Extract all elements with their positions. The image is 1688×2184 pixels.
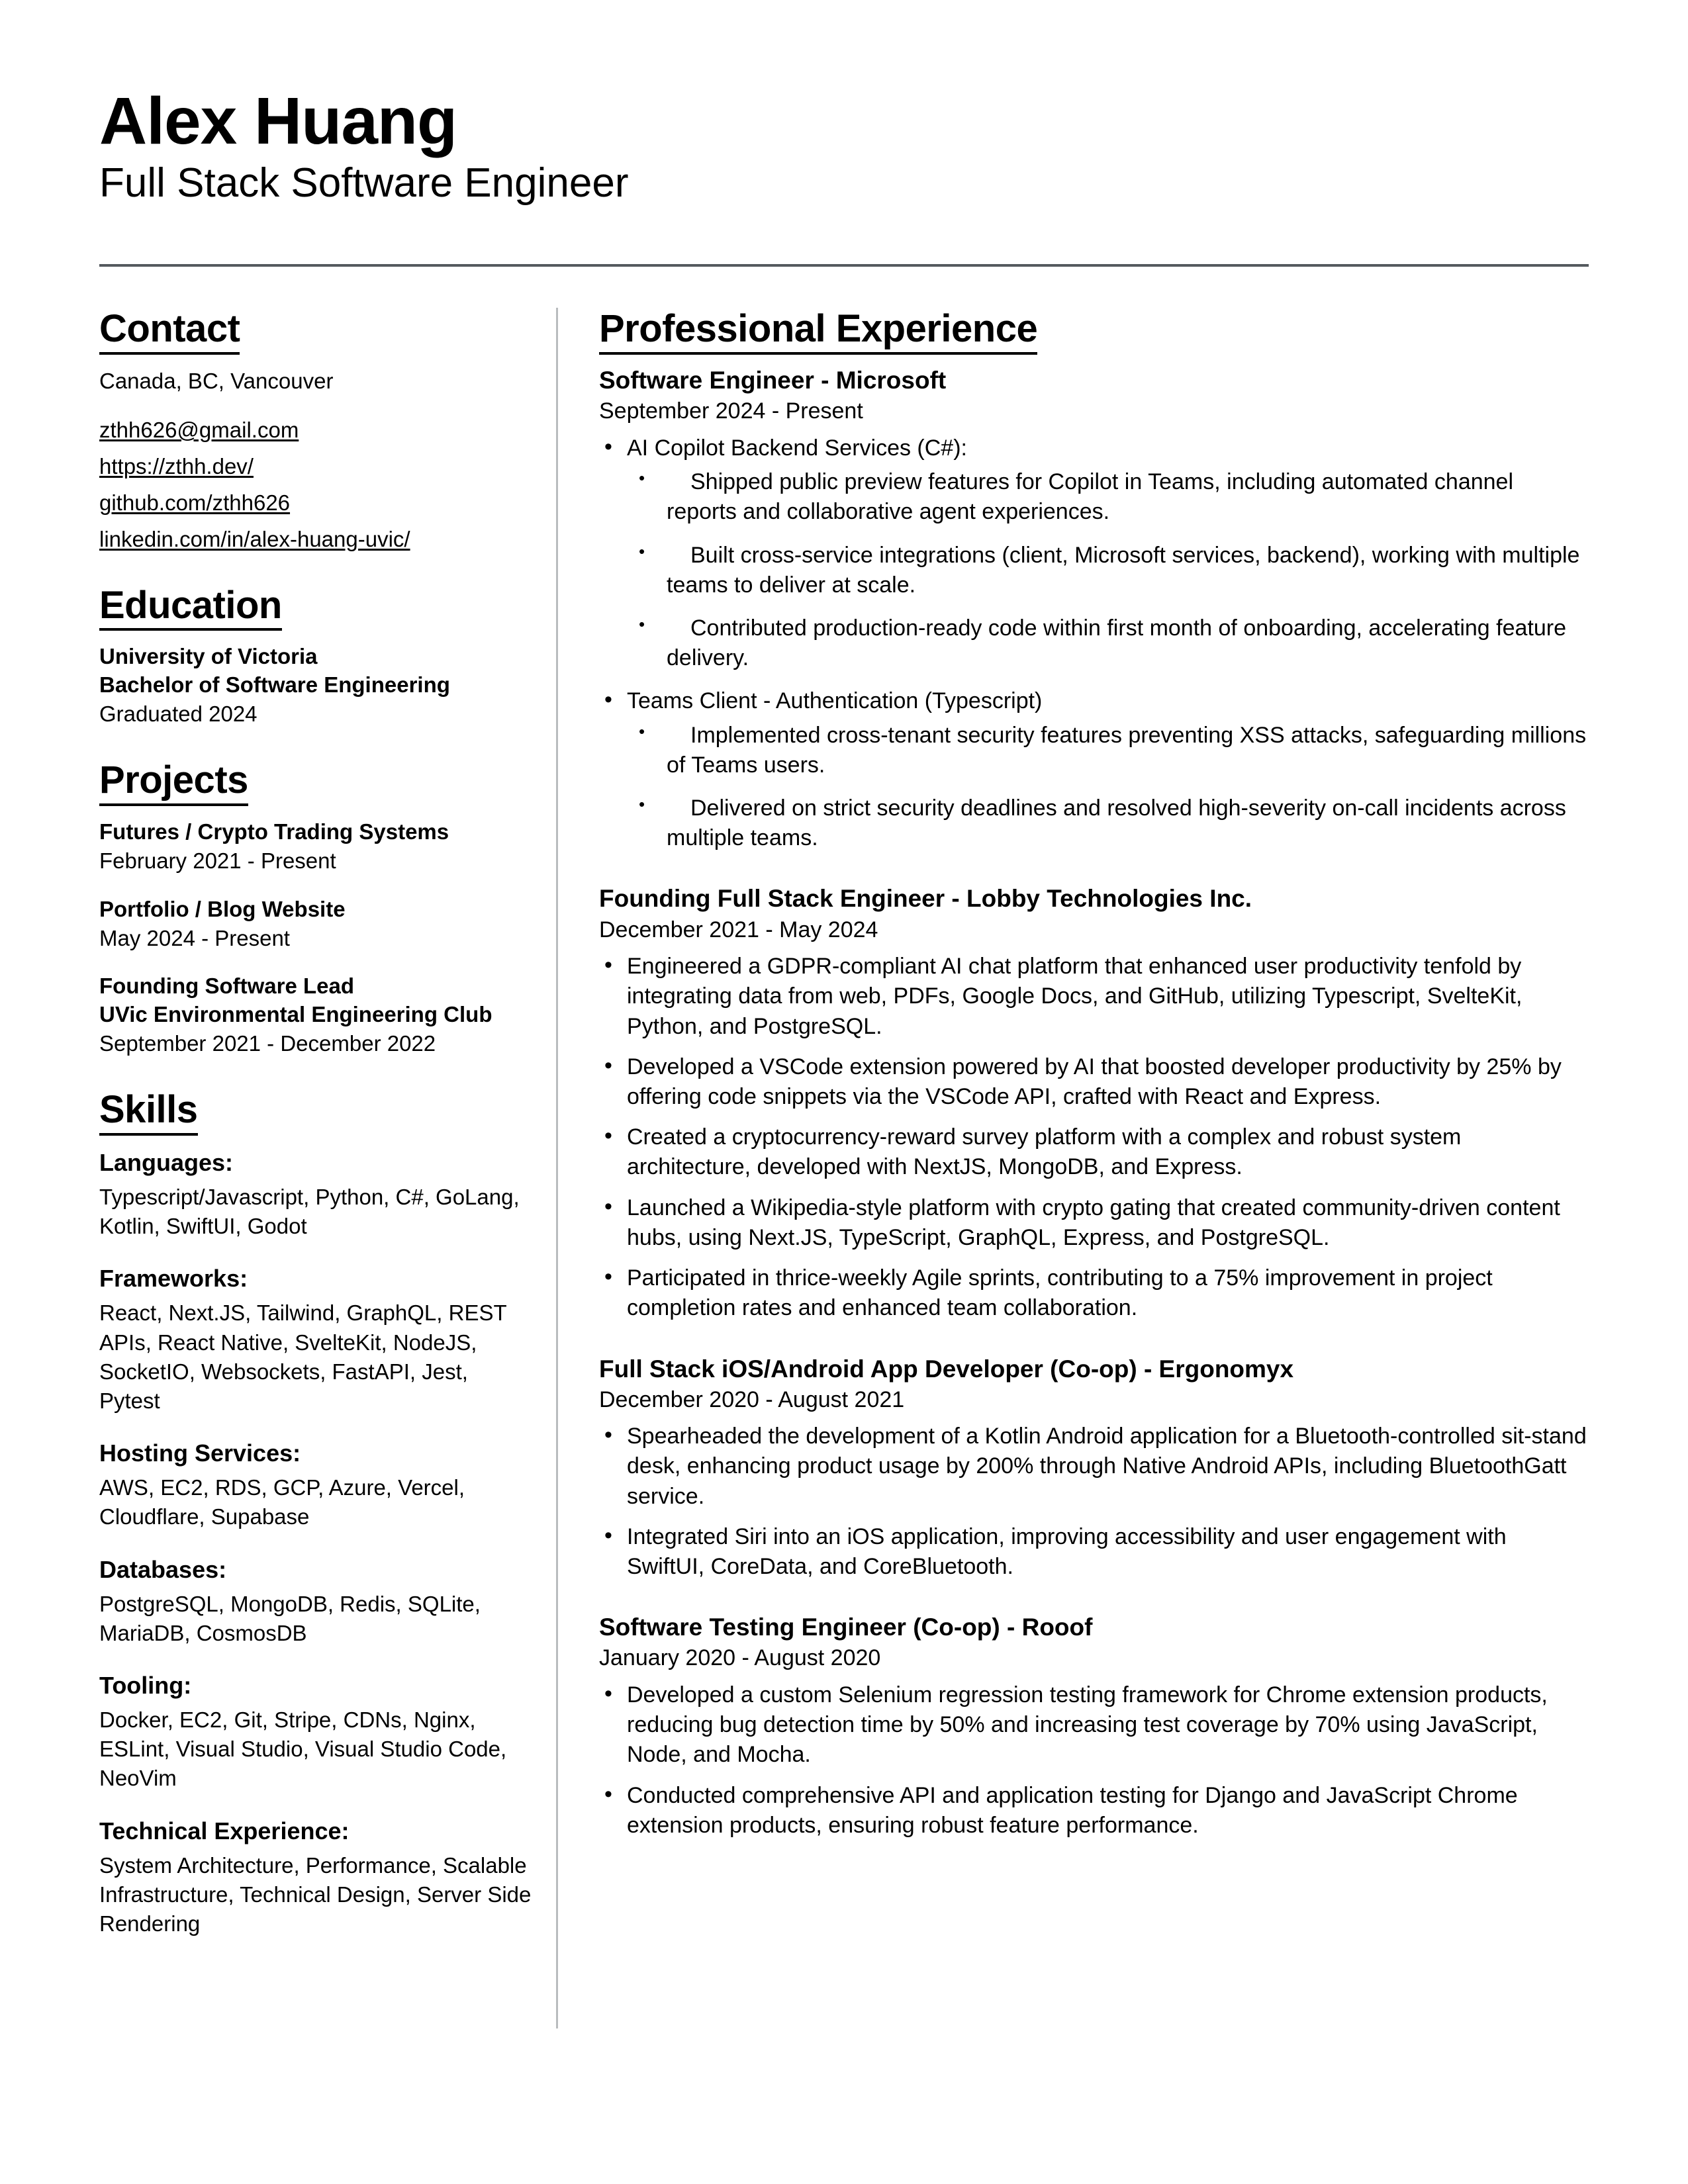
job-bullet — [599, 433, 1589, 674]
education-section — [99, 584, 534, 729]
projects-heading — [99, 759, 534, 806]
skill-group-technical-experience — [99, 1816, 534, 1939]
experience-heading-text: Professional Experience — [599, 308, 1037, 355]
education-heading — [99, 584, 534, 631]
job-bullet: • Conducted comprehensive API and application testing for Django and JavaScript Chrome extension products, ensuring robust feature performance. — [599, 1781, 1589, 1841]
job-subbullet-text: Delivered on strict security deadlines and resolved high-severity on-call incidents across multiple teams. — [667, 796, 1566, 851]
skill-group-label: Technical Experience: — [99, 1817, 350, 1844]
job-bullet: • Integrated Siri into an iOS application, improving accessibility and user engagement with SwiftUI, CoreData, and CoreBluetooth. — [599, 1522, 1589, 1582]
contact-location: Canada, BC, Vancouver — [99, 369, 334, 394]
job-bullet: • Spearheaded the development of a Kotlin Android application for a Bluetooth-controlled sit-stand desk, enhancing product usage by 200% through Native Android APIs, including BluetoothGatt service. — [599, 1422, 1589, 1512]
skill-group-languages — [99, 1148, 534, 1241]
skills-heading — [99, 1089, 534, 1136]
job-title: Founding Full Stack Engineer - Lobby Technologies Inc. — [599, 885, 1252, 913]
project-dates: May 2024 - Present — [99, 925, 290, 950]
education-degree: Bachelor of Software Engineering — [99, 672, 450, 698]
project-dates: September 2021 - December 2022 — [99, 1031, 436, 1056]
subbullet-dot-icon: • — [639, 794, 645, 815]
job-dates: December 2020 - August 2021 — [599, 1387, 905, 1412]
project-org: UVic Environmental Engineering Club — [99, 1002, 492, 1027]
job-subbullet — [627, 541, 1589, 600]
job-dates: September 2024 - Present — [599, 398, 863, 424]
skill-group-values: Docker, EC2, Git, Stripe, CDNs, Nginx, ESLint, Visual Studio, Visual Studio Code, NeoVim — [99, 1707, 507, 1791]
skill-group-hosting-services — [99, 1438, 534, 1531]
skills-section — [99, 1089, 534, 1938]
job-subbullet — [627, 614, 1589, 673]
job-subbullet-list — [627, 467, 1589, 673]
left-column — [99, 308, 556, 2028]
subbullet-dot-icon: • — [639, 721, 645, 741]
subbullet-dot-icon: • — [639, 541, 645, 561]
skill-group-values: System Architecture, Performance, Scalable Infrastructure, Technical Design, Server Side Rendering — [99, 1852, 532, 1936]
project-title: Founding Software Lead — [99, 974, 354, 999]
project-dates: February 2021 - Present — [99, 848, 336, 873]
skill-group-values: PostgreSQL, MongoDB, Redis, SQLite, MariaDB, CosmosDB — [99, 1591, 481, 1645]
job-bullet-list — [599, 433, 1589, 854]
skill-group-values: Typescript/Javascript, Python, C#, GoLang, Kotlin, SwiftUI, Godot — [99, 1184, 520, 1239]
job-subbullet — [627, 794, 1589, 853]
job-dates: December 2021 - May 2024 — [599, 917, 878, 942]
job-dates: January 2020 - August 2020 — [599, 1645, 881, 1671]
job-bullet-list — [599, 952, 1589, 1323]
project-item — [99, 895, 534, 953]
skill-group-label: Tooling: — [99, 1672, 192, 1700]
right-column — [558, 308, 1589, 2028]
job-bullet — [599, 686, 1589, 853]
skill-group-tooling — [99, 1670, 534, 1794]
experience-job — [599, 884, 1589, 1323]
skill-group-label: Languages: — [99, 1148, 234, 1176]
candidate-title: Full Stack Software Engineer — [99, 160, 629, 206]
job-subbullet — [627, 721, 1589, 780]
education-school: University of Victoria — [99, 644, 318, 669]
experience-job — [599, 1354, 1589, 1582]
skill-group-frameworks — [99, 1263, 534, 1416]
contact-heading-text: Contact — [99, 308, 240, 355]
job-bullet-list — [599, 1422, 1589, 1582]
education-graduation: Graduated 2024 — [99, 702, 258, 727]
job-subbullet-text: Implemented cross-tenant security features preventing XSS attacks, safeguarding millions of Teams users. — [667, 722, 1587, 778]
skill-group-label: Hosting Services: — [99, 1439, 301, 1467]
experience-job — [599, 365, 1589, 853]
job-subbullet-text: Shipped public preview features for Copilot in Teams, including automated channel reports and collaborative agent experiences. — [667, 469, 1514, 525]
projects-heading-text: Projects — [99, 759, 248, 806]
job-bullet-text: • AI Copilot Backend Services (C#): — [627, 435, 967, 461]
subbullet-dot-icon: • — [639, 468, 645, 488]
contact-email-link[interactable]: zthh626@gmail.com — [99, 418, 299, 443]
contact-website-link[interactable]: https://zthh.dev/ — [99, 453, 254, 478]
resume-header — [99, 86, 1589, 267]
contact-section — [99, 308, 534, 553]
resume-body — [99, 308, 1589, 2028]
contact-heading — [99, 308, 534, 355]
skill-group-label: Databases: — [99, 1555, 227, 1583]
job-bullet: • Developed a custom Selenium regression testing framework for Chrome extension products, reducing bug detection time by 50% and increasing test coverage by 70% using JavaScript, Node, and Mocha. — [599, 1680, 1589, 1770]
job-bullet: • Engineered a GDPR-compliant AI chat platform that enhanced user productivity tenfold by integrating data from web, PDFs, Google Docs, and GitHub, utilizing Typescript, SvelteKit, Python, and PostgreSQL. — [599, 952, 1589, 1042]
job-title: Software Engineer - Microsoft — [599, 367, 947, 394]
contact-linkedin-link[interactable]: linkedin.com/in/alex-huang-uvic/ — [99, 526, 410, 551]
job-bullet-text: • Teams Client - Authentication (Typescript) — [627, 688, 1043, 714]
header-divider-rule — [99, 264, 1589, 267]
project-title: Portfolio / Blog Website — [99, 896, 346, 921]
candidate-name: Alex Huang — [99, 84, 457, 158]
job-bullet: • Developed a VSCode extension powered by AI that boosted developer productivity by 25% by offering code snippets via the VSCode API, crafted with React and Express. — [599, 1052, 1589, 1112]
job-bullet: • Created a cryptocurrency-reward survey platform with a complex and robust system architecture, developed with NextJS, MongoDB, and Express. — [599, 1122, 1589, 1182]
job-title: Software Testing Engineer (Co-op) - Rooof — [599, 1614, 1093, 1641]
project-item — [99, 972, 534, 1058]
skill-group-label: Frameworks: — [99, 1265, 248, 1293]
job-bullet: • Participated in thrice-weekly Agile sprints, contributing to a 75% improvement in project completion rates and enhanced team collaboration. — [599, 1263, 1589, 1323]
projects-section — [99, 759, 534, 1058]
experience-heading — [599, 308, 1589, 355]
skill-group-values: AWS, EC2, RDS, GCP, Azure, Vercel, Cloudflare, Supabase — [99, 1475, 465, 1529]
job-subbullet-list — [627, 721, 1589, 854]
contact-github-link[interactable]: github.com/zthh626 — [99, 490, 291, 515]
experience-job — [599, 1612, 1589, 1841]
job-subbullet — [627, 467, 1589, 527]
skills-heading-text: Skills — [99, 1089, 198, 1136]
education-heading-text: Education — [99, 584, 282, 631]
job-title: Full Stack iOS/Android App Developer (Co-op) - Ergonomyx — [599, 1355, 1294, 1383]
project-item — [99, 818, 534, 876]
job-bullet-list — [599, 1680, 1589, 1841]
skill-group-values: React, Next.JS, Tailwind, GraphQL, REST APIs, React Native, SvelteKit, NodeJS, SocketIO, Websockets, FastAPI, Jest, Pytest — [99, 1300, 507, 1413]
project-title: Futures / Crypto Trading Systems — [99, 819, 449, 844]
job-subbullet-text: Contributed production-ready code within first month of onboarding, accelerating feature delivery. — [667, 615, 1566, 671]
skill-group-databases — [99, 1555, 534, 1648]
job-bullet: • Launched a Wikipedia-style platform with crypto gating that created community-driven content hubs, using Next.JS, TypeScript, GraphQL, Express, and PostgreSQL. — [599, 1193, 1589, 1253]
job-subbullet-text: Built cross-service integrations (client, Microsoft services, backend), working with multiple teams to deliver at scale. — [667, 542, 1580, 598]
subbullet-dot-icon: • — [639, 614, 645, 634]
